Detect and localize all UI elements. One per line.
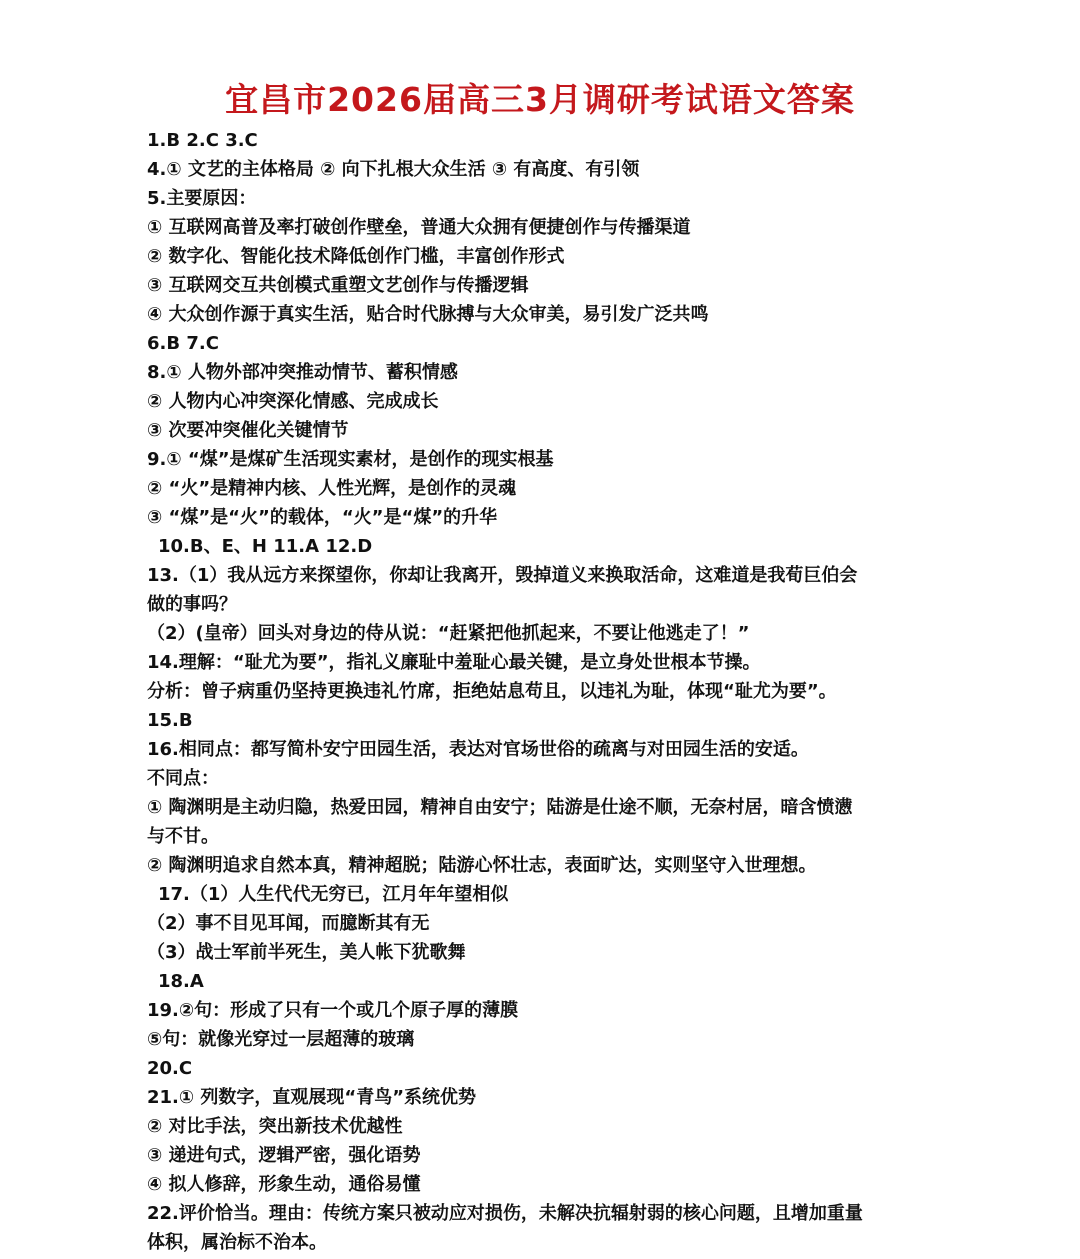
answer-line-q15: 15.B (147, 710, 193, 731)
answer-line-q8-point1: 8.① 人物外部冲突推动情节、蓄积情感 (147, 362, 458, 383)
answer-list (147, 126, 927, 1257)
answer-line-q17-part1: 17.（1）人生代代无穷已，江月年年望相似 (158, 884, 509, 905)
answer-line-q21-point2: ② 对比手法，突出新技术优越性 (147, 1116, 403, 1137)
answer-line-q8-point3: ③ 次要冲突催化关键情节 (147, 420, 349, 441)
answer-line-q10-12: 10.B、E、H 11.A 12.D (158, 536, 373, 557)
answer-line-q14-understanding: 14.理解：“耻尤为要”，指礼义廉耻中羞耻心最关键，是立身处世根本节操。 (147, 652, 761, 673)
answer-line-q13-part2: （2）(皇帝）回头对身边的侍从说：“赶紧把他抓起来，不要让他逃走了！” (147, 623, 750, 644)
answer-line-q1-3: 1.B 2.C 3.C (147, 130, 258, 151)
answer-line-q20: 20.C (147, 1058, 193, 1079)
answer-line-q21-point1: 21.① 列数字，直观展现“青鸟”系统优势 (147, 1087, 477, 1108)
answer-line-q18: 18.A (158, 971, 204, 992)
document-title: 宜昌市2026届高三3月调研考试语文答案 (225, 80, 855, 119)
answer-line-q14-analysis: 分析：曾子病重仍坚持更换违礼竹席，拒绝姑息苟且，以违礼为耻，体现“耻尤为要”。 (147, 681, 837, 702)
answer-line-q5-heading: 5.主要原因： (147, 188, 257, 209)
answer-line-q16-difference2: ② 陶渊明追求自然本真，精神超脱；陆游心怀壮志，表面旷达，实则坚守入世理想。 (147, 855, 817, 876)
answer-line-q9-point2: ② “火”是精神内核、人性光辉，是创作的灵魂 (147, 478, 517, 499)
answer-line-q13-part1: 13.（1）我从远方来探望你，你却让我离开，毁掉道义来换取活命，这难道是我荀巨伯会 (147, 565, 858, 586)
answer-line-q5-point3: ③ 互联网交互共创模式重塑文艺创作与传播逻辑 (147, 275, 529, 296)
answer-line-q16-difference1: ① 陶渊明是主动归隐，热爱田园，精神自由安宁；陆游是仕途不顺，无奈村居，暗含愤懑 (147, 797, 853, 818)
answer-line-q17-part2: （2）事不目见耳闻，而臆断其有无 (147, 913, 430, 934)
answer-line-q22-cont: 体积，属治标不治本。 (147, 1232, 327, 1253)
answer-line-q17-part3: （3）战士军前半死生，美人帐下犹歌舞 (147, 942, 466, 963)
answer-line-q6-7: 6.B 7.C (147, 333, 219, 354)
answer-line-q5-point1: ① 互联网高普及率打破创作壁垒，普通大众拥有便捷创作与传播渠道 (147, 217, 691, 238)
answer-line-q22: 22.评价恰当。理由：传统方案只被动应对损伤，未解决抗辐射弱的核心问题，且增加重量 (147, 1203, 863, 1224)
answer-line-q5-point2: ② 数字化、智能化技术降低创作门槛，丰富创作形式 (147, 246, 565, 267)
answer-line-q16-difference1-cont: 与不甘。 (147, 826, 219, 847)
answer-line-q21-point3: ③ 递进句式，逻辑严密，强化语势 (147, 1145, 421, 1166)
answer-line-q5-point4: ④ 大众创作源于真实生活，贴合时代脉搏与大众审美，易引发广泛共鸣 (147, 304, 709, 325)
answer-line-q19-sentence2: 19.②句：形成了只有一个或几个原子厚的薄膜 (147, 1000, 519, 1021)
answer-line-q16-difference-heading: 不同点： (147, 768, 219, 789)
answer-line-q13-part1-cont: 做的事吗？ (147, 594, 237, 615)
answer-line-q21-point4: ④ 拟人修辞，形象生动，通俗易懂 (147, 1174, 421, 1195)
answer-line-q8-point2: ② 人物内心冲突深化情感、完成成长 (147, 391, 439, 412)
answer-line-q19-sentence5: ⑤句：就像光穿过一层超薄的玻璃 (147, 1029, 415, 1050)
answer-line-q16-similarity: 16.相同点：都写简朴安宁田园生活，表达对官场世俗的疏离与对田园生活的安适。 (147, 739, 809, 760)
answer-line-q9-point3: ③ “煤”是“火”的载体，“火”是“煤”的升华 (147, 507, 498, 528)
answer-line-q4: 4.① 文艺的主体格局 ② 向下扎根大众生活 ③ 有高度、有引领 (147, 159, 640, 180)
answer-line-q9-point1: 9.① “煤”是煤矿生活现实素材，是创作的现实根基 (147, 449, 554, 470)
